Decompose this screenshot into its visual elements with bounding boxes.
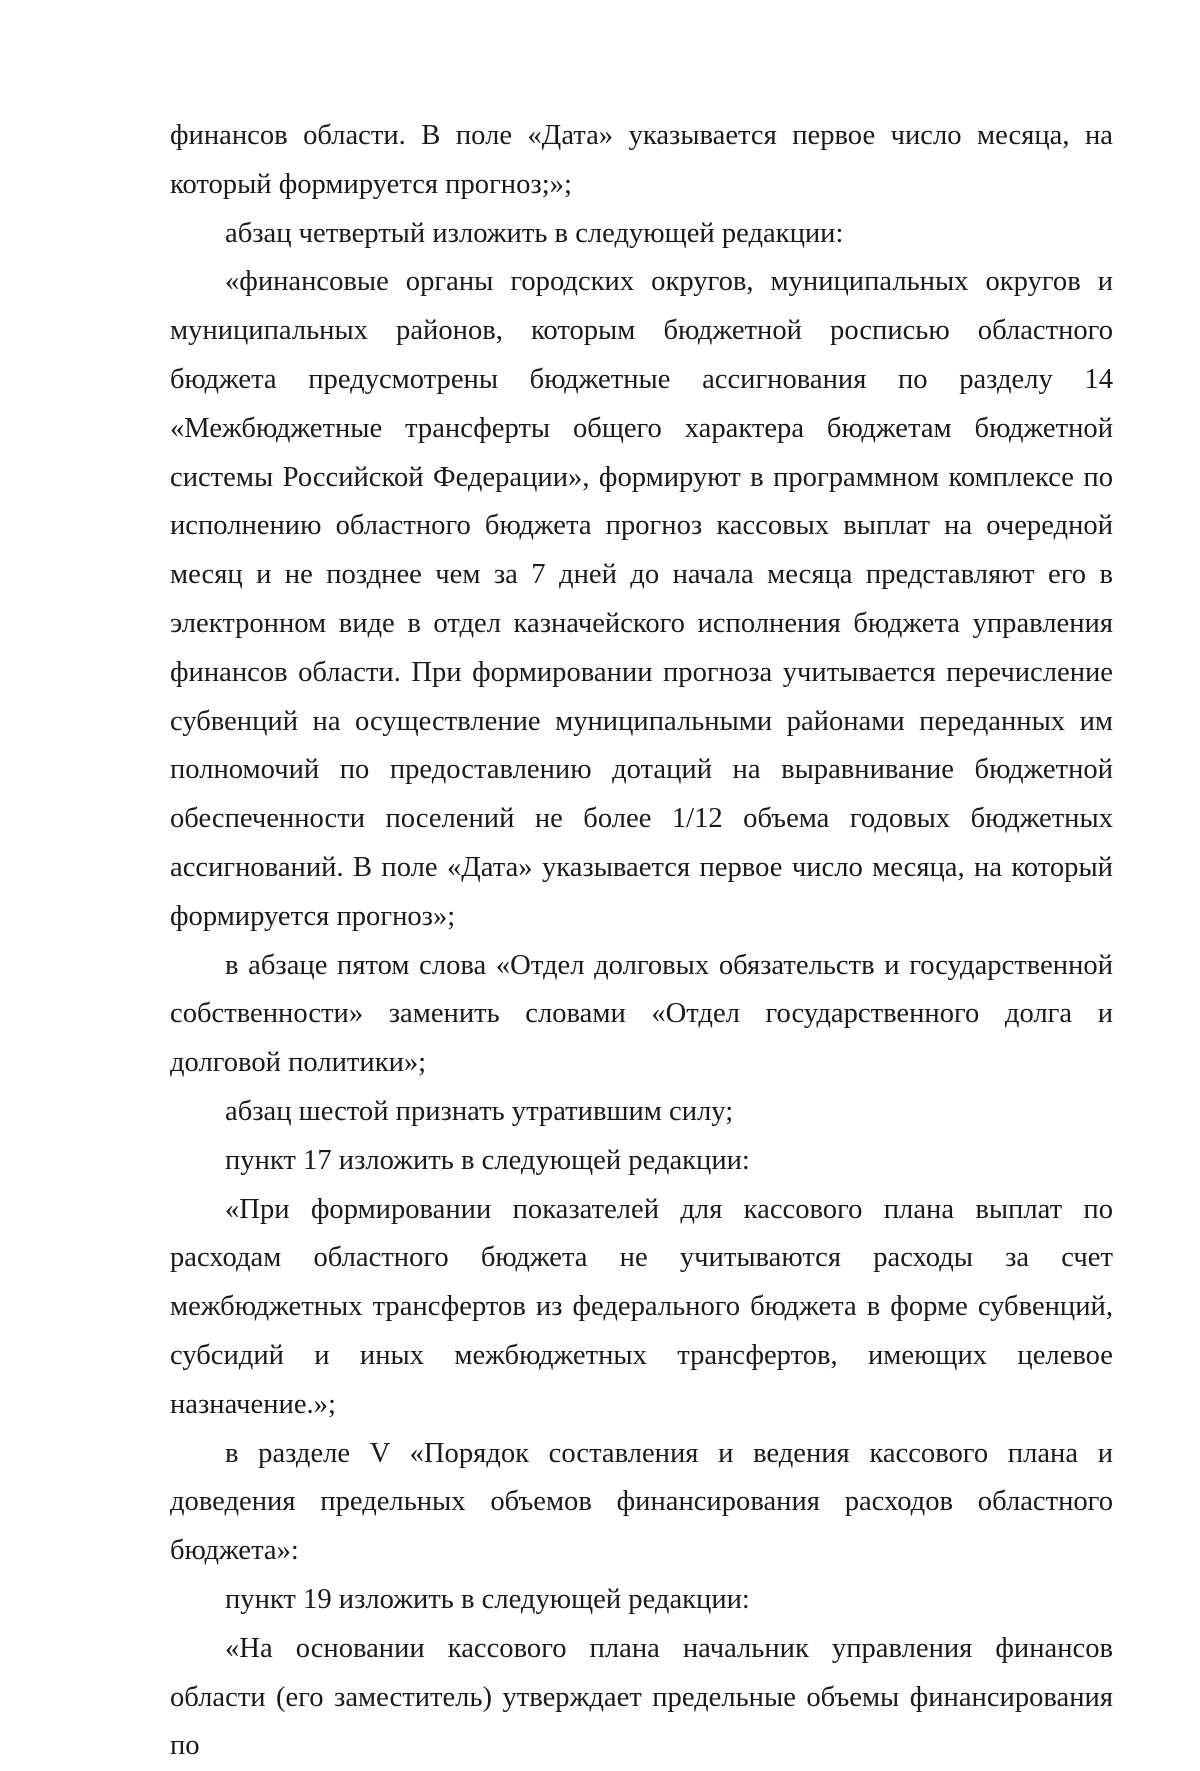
paragraph-6: пункт 17 изложить в следующей редакции: <box>225 1144 750 1176</box>
paragraph-4: в абзаце пятом слова «Отдел долговых обязательств и государственной собственности» заменить словами «Отдел государственного долга и долговой политики»; <box>170 949 1113 1079</box>
paragraph-5: абзац шестой признать утратившим силу; <box>225 1095 734 1127</box>
paragraph-3: «финансовые органы городских округов, муниципальных округов и муниципальных районов, которым бюджетной росписью областного бюджета предусмотрены бюджетные ассигнования по разделу 14 «Межбюджетные трансферты общего характера бюджетам бюджетной системы Российской Федерации», формируют в программном комплексе по исполнению областного бюджета прогноз кассовых выплат на очередной месяц и не позднее чем за 7 дней до начала месяца представляют его в электронном виде в отдел казначейского исполнения бюджета управления финансов области. При формировании прогноза учитывается перечисление субвенций на осуществление муниципальными районами переданных им полномочий по предоставлению дотаций на выравнивание бюджетной обеспеченности поселений не более 1/12 объема годовых бюджетных ассигнований. В поле «Дата» указывается первое число месяца, на который формируется прогноз»; <box>170 266 1113 932</box>
paragraph-7: «При формировании показателей для кассового плана выплат по расходам областного бюджета не учитываются расходы за счет межбюджетных трансфертов из федерального бюджета в форме субвенций, субсидий и иных межбюджетных трансфертов, имеющих целевое назначение.»; <box>170 1193 1113 1420</box>
document-text-body <box>170 112 1113 1771</box>
paragraph-10: «На основании кассового плана начальник управления финансов области (его заместитель) утверждает предельные объемы финансирования по <box>170 1632 1113 1762</box>
paragraph-8: в разделе V «Порядок составления и ведения кассового плана и доведения предельных объемов финансирования расходов областного бюджета»: <box>170 1437 1113 1567</box>
paragraph-2: абзац четвертый изложить в следующей редакции: <box>225 217 844 249</box>
paragraph-1: финансов области. В поле «Дата» указывается первое число месяца, на который формируется прогноз;»; <box>170 120 1113 200</box>
paragraph-9: пункт 19 изложить в следующей редакции: <box>225 1583 750 1615</box>
